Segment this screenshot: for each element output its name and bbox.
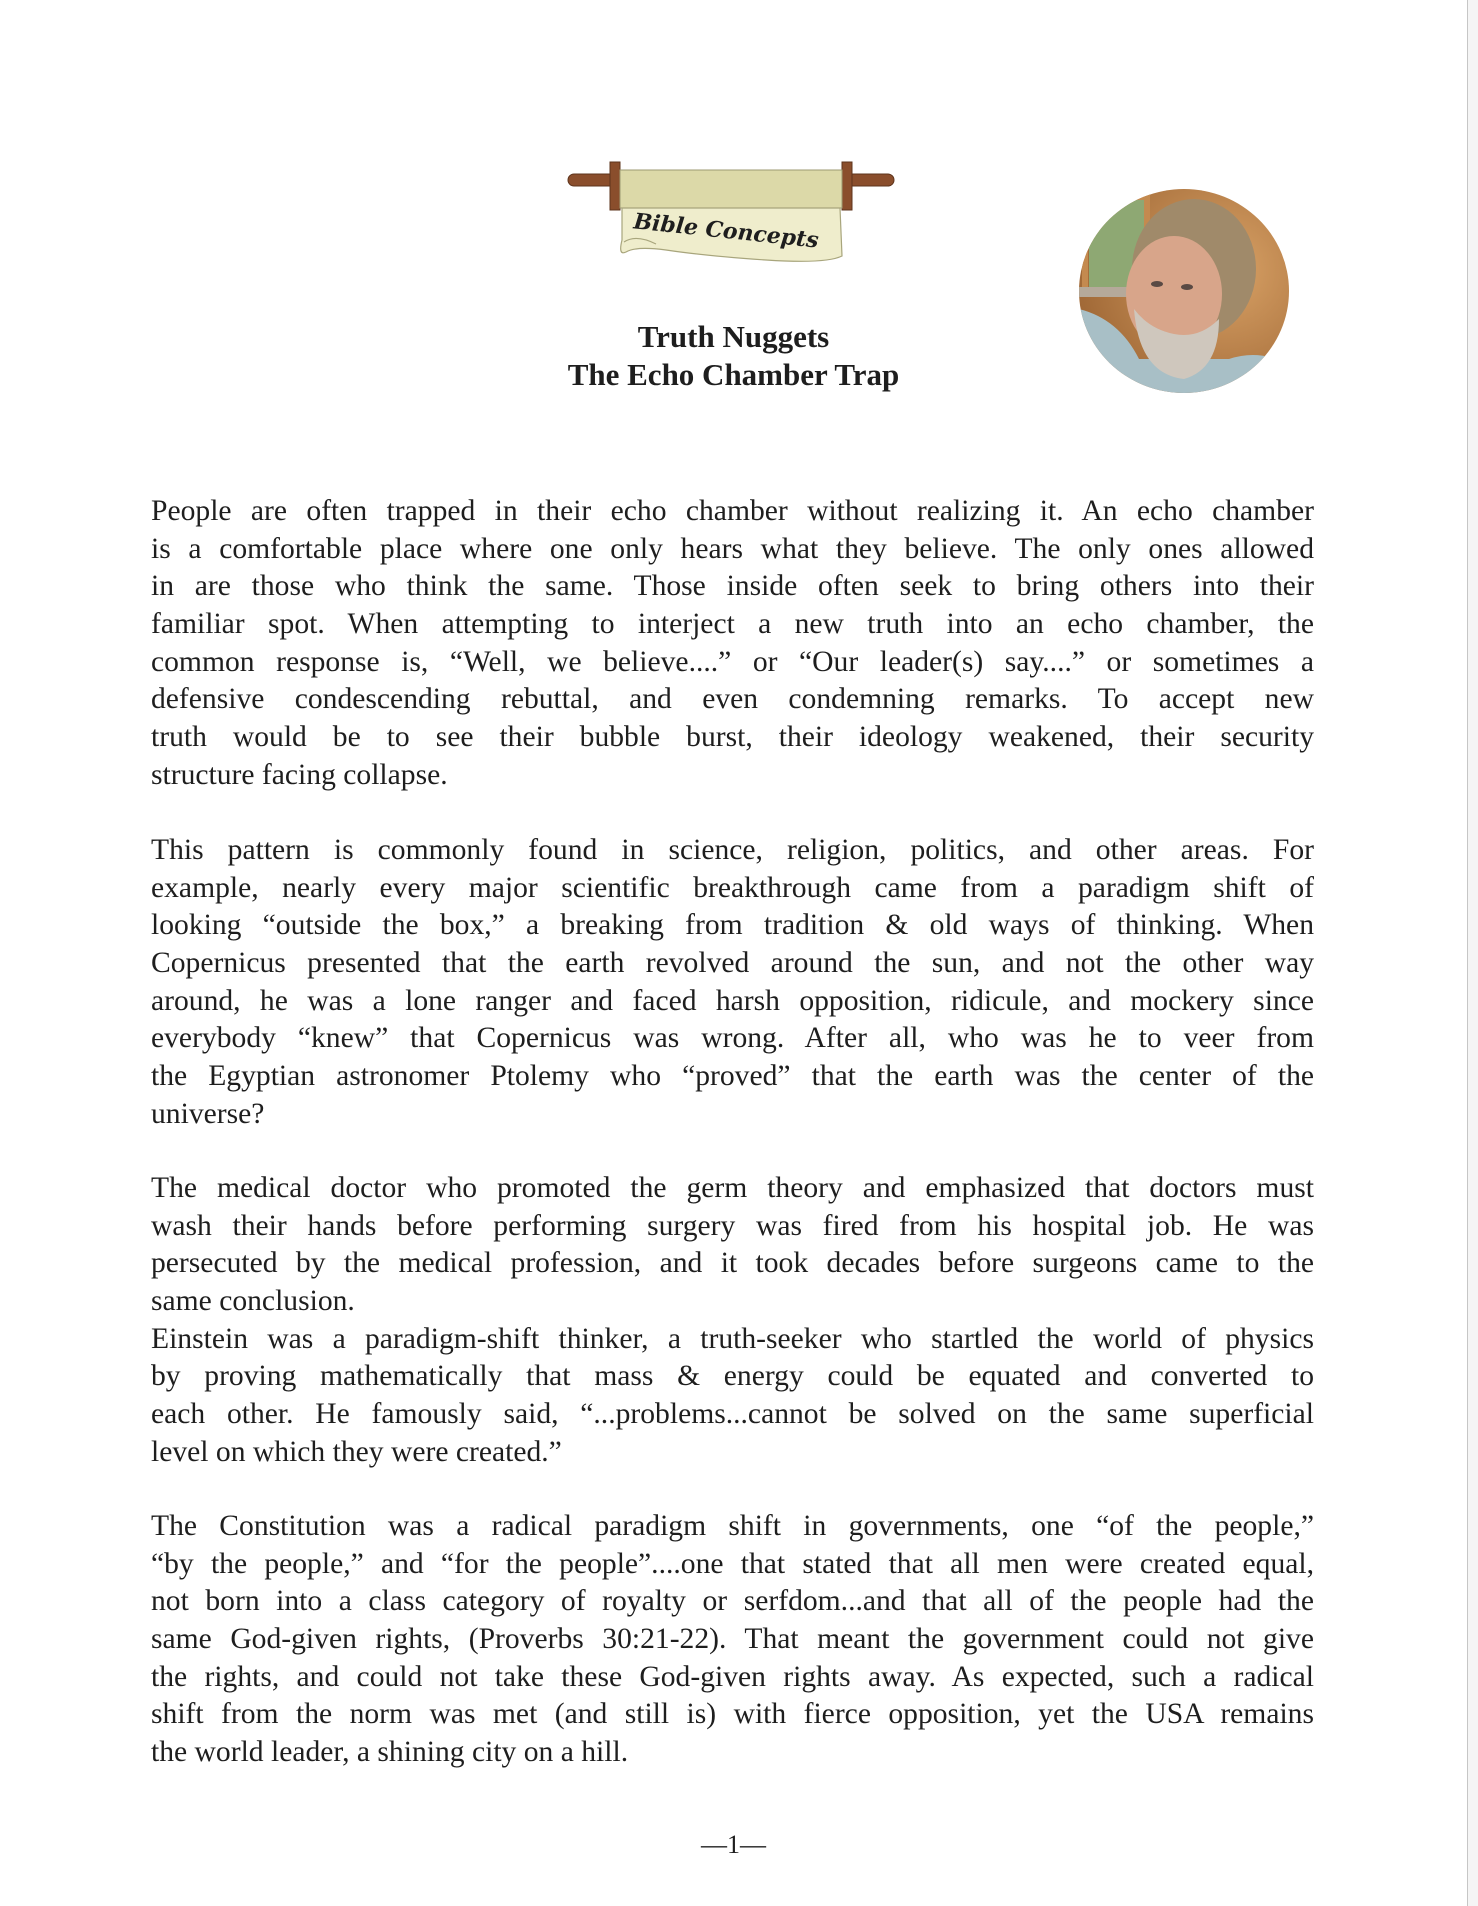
page-number: —1— [701, 1830, 766, 1859]
text-line: around, he was a lone ranger and faced harsh opposition, ridicule, and mockery since [151, 984, 1314, 1017]
bible-concepts-scroll-logo [566, 160, 896, 268]
text-line: defensive condescending rebuttal, and even condemning remarks. To accept new [151, 683, 1314, 716]
text-line: the Egyptian astronomer Ptolemy who “proved” that the earth was the center of the [151, 1060, 1314, 1093]
text-line: People are often trapped in their echo chamber without realizing it. An echo chamber [151, 495, 1314, 527]
text-line: same God-given rights, (Proverbs 30:21-22). That meant the government could not give [151, 1623, 1314, 1656]
text-line: The medical doctor who promoted the germ theory and emphasized that doctors must [151, 1172, 1314, 1204]
text-line: each other. He famously said, “...problems...cannot be solved on the same superficial [151, 1398, 1314, 1431]
paragraph-2 [151, 832, 1314, 1134]
text-line: level on which they were created.” [151, 1435, 562, 1468]
text-line: same conclusion. [151, 1285, 355, 1318]
text-line: familiar spot. When attempting to interject a new truth into an echo chamber, the [151, 608, 1314, 641]
scroll-icon [566, 160, 896, 268]
text-line: wash their hands before performing surgery was fired from his hospital job. He was [151, 1209, 1314, 1242]
text-line: Einstein was a paradigm-shift thinker, a truth-seeker who startled the world of physics [151, 1322, 1314, 1355]
series-title: Truth Nuggets [637, 319, 830, 354]
text-line: Copernicus presented that the earth revolved around the sun, and not the other way [151, 947, 1314, 980]
paragraph-4 [151, 1508, 1314, 1772]
article-title: The Echo Chamber Trap [567, 357, 900, 392]
text-line: by proving mathematically that mass & energy could be equated and converted to [151, 1360, 1314, 1393]
text-line: example, nearly every major scientific breakthrough came from a paradigm shift of [151, 871, 1314, 904]
text-line: everybody “knew” that Copernicus was wrong. After all, who was he to veer from [151, 1022, 1314, 1055]
text-line: not born into a class category of royalty or serfdom...and that all of the people had the [151, 1585, 1314, 1618]
paragraph-3 [151, 1170, 1314, 1472]
text-line: The Constitution was a radical paradigm shift in governments, one “of the people,” [151, 1510, 1314, 1542]
text-line: persecuted by the medical profession, and it took decades before surgeons came to the [151, 1247, 1314, 1280]
text-line: the world leader, a shining city on a hill. [151, 1736, 629, 1769]
text-line: common response is, “Well, we believe....” or “Our leader(s) say....” or sometimes a [151, 645, 1314, 678]
text-line: truth would be to see their bubble burst, their ideology weakened, their security [151, 721, 1314, 754]
article-title-block [0, 318, 1467, 394]
paragraph-1 [151, 493, 1314, 795]
text-line: This pattern is commonly found in science, religion, politics, and other areas. For [151, 834, 1314, 866]
text-line: universe? [151, 1097, 265, 1130]
svg-text:Bible Concepts: Bible Concepts [632, 208, 820, 254]
text-line: “by the people,” and “for the people”....one that stated that all men were created equal, [151, 1547, 1314, 1580]
text-line: structure facing collapse. [151, 758, 448, 791]
text-line: shift from the norm was met (and still is) with fierce opposition, yet the USA remains [151, 1698, 1314, 1731]
text-line: looking “outside the box,” a breaking from tradition & old ways of thinking. When [151, 909, 1314, 942]
text-line: is a comfortable place where one only hears what they believe. The only ones allowed [151, 532, 1314, 565]
text-line: in are those who think the same. Those inside often seek to bring others into their [151, 570, 1314, 603]
text-line: the rights, and could not take these God-given rights away. As expected, such a radical [151, 1660, 1314, 1693]
